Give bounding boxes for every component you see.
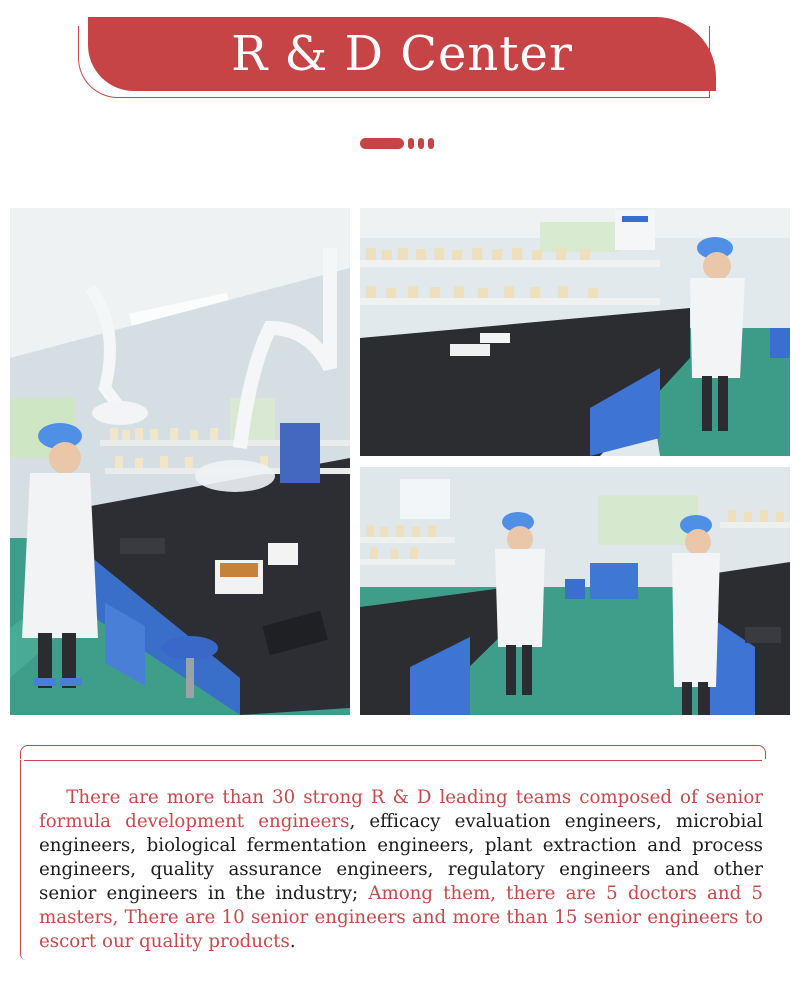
lab-photo-top-right <box>360 208 790 456</box>
text-frame-left <box>20 760 27 960</box>
page-title: R & D Center <box>231 26 573 82</box>
divider-dot <box>408 138 414 149</box>
description-highlight-1: There are more than 30 strong R & D leading teams composed of senior formula development engineers <box>39 787 763 832</box>
text-frame-top <box>20 745 766 759</box>
divider-pill <box>360 138 404 149</box>
divider-dots <box>360 137 434 149</box>
lab-photo-bottom-right <box>360 467 790 715</box>
description-body-1: , efficacy evaluation engineers, microbial engineers, biological fermentation engineers, plant extraction and process engineers, quality assurance engineers, regulatory engineers and other senior engineers in the industry; <box>39 811 763 904</box>
lab-photo-left <box>10 208 350 715</box>
description-indent <box>39 787 66 808</box>
divider-dot <box>418 138 424 149</box>
description-paragraph <box>39 786 763 954</box>
description-end: . <box>289 931 296 952</box>
text-frame-inner-line <box>24 760 762 763</box>
divider-dot <box>428 138 434 149</box>
description-highlight-2: Among them, there are 5 doctors and 5 masters, There are 10 senior engineers and more than 15 senior engineers to escort our quality products <box>39 883 764 952</box>
